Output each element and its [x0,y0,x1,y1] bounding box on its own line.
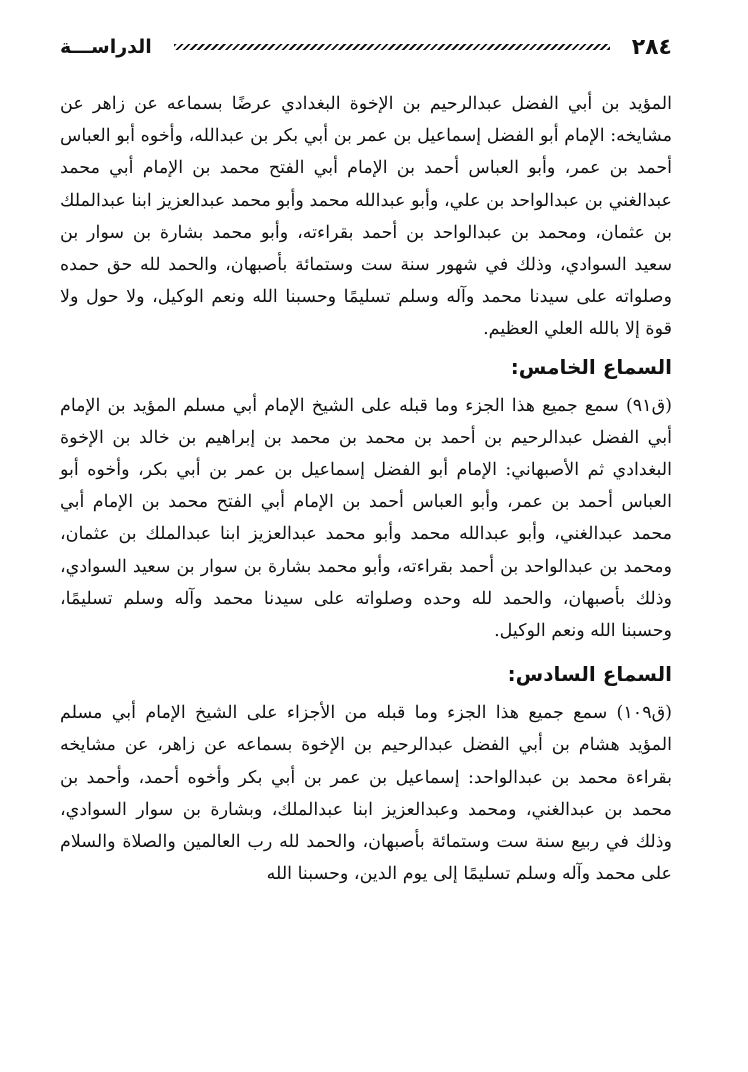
heading-sixth-hearing: السماع السادس: [507,662,672,687]
page-header [60,32,672,62]
paragraph-1: المؤيد بن أبي الفضل عبدالرحيم بن الإخوة البغدادي عرضًا بسماعه عن زاهر عن مشايخه: الإمام أبو الفضل إسماعيل بن عمر بن أبي بكر بن عبدالله، وأخوه أبو العباس أحمد بن عمر، وأبو العباس أحمد بن الإمام أبي الفتح محمد بن الإمام أبي محمد عبدالغني بن عبدالواحد بن علي، وأبو عبدالله محمد وأبو محمد عبدالعزيز ابنا عبدالملك بن عثمان، ومحمد بن عبدالواحد بن أحمد بقراءته، وأبو محمد بشارة بن سوار بن سعيد السوادي، وذلك في شهور سنة ست وستمائة بأصبهان، والحمد لله حق حمده وصلواته على سيدنا محمد وآله وسلم تسليمًا وحسبنا الله ونعم الوكيل، ولا حول ولا قوة إلا بالله العلي العظيم. [60,94,673,340]
paragraph-2: (ق٩١) سمع جميع هذا الجزء وما قبله على الشيخ الإمام أبي مسلم المؤيد بن الإمام أبي الفضل عبدالرحيم بن أحمد بن محمد بن محمد بن إبراهيم بن خالد بن الإخوة البغدادي ثم الأصبهاني: الإمام أبو الفضل إسماعيل بن عمر بن أبي بكر، وأخوه أبو العباس أحمد بن عمر، وأبو العباس أحمد بن الإمام أبي الفتح محمد بن الإمام أبي محمد عبدالغني، وأبو عبدالله محمد وأبو محمد عبدالعزيز ابنا عبدالملك بن عثمان، ومحمد بن عبدالواحد بن أحمد بقراءته، وأبو محمد بشارة بن سوار بن سعيد السوادي، وذلك بأصبهان، والحمد لله وحده وصلواته على سيدنا محمد وآله وسلم تسليمًا، وحسبنا الله ونعم الوكيل. [60,395,672,642]
running-title: الدراســـة [60,36,152,58]
heading-fifth-hearing: السماع الخامس: [510,354,672,379]
paragraph-3: (ق١٠٩) سمع جميع هذا الجزء وما قبله من الأجزاء على الشيخ الإمام أبي مسلم المؤيد هشام بن أبي الفضل عبدالرحيم بن الإخوة بسماعه عن زاهر، عن مشايخه بقراءة محمد بن عبدالواحد: إسماعيل بن عمر بن أبي بكر وأخوه أحمد، وأحمد بن محمد بن عبدالغني، ومحمد وعبدالعزيز ابنا عبدالملك، وبشارة بن سوار السوادي، وذلك في ربيع سنة ست وستمائة بأصبهان، والحمد لله رب العالمين والصلاة والسلام على محمد وآله وسلم تسليمًا إلى يوم الدين، وحسبنا الله [60,703,672,885]
page-body [60,88,672,890]
header-rule [174,44,610,50]
page-number: ٢٨٤ [631,34,672,60]
